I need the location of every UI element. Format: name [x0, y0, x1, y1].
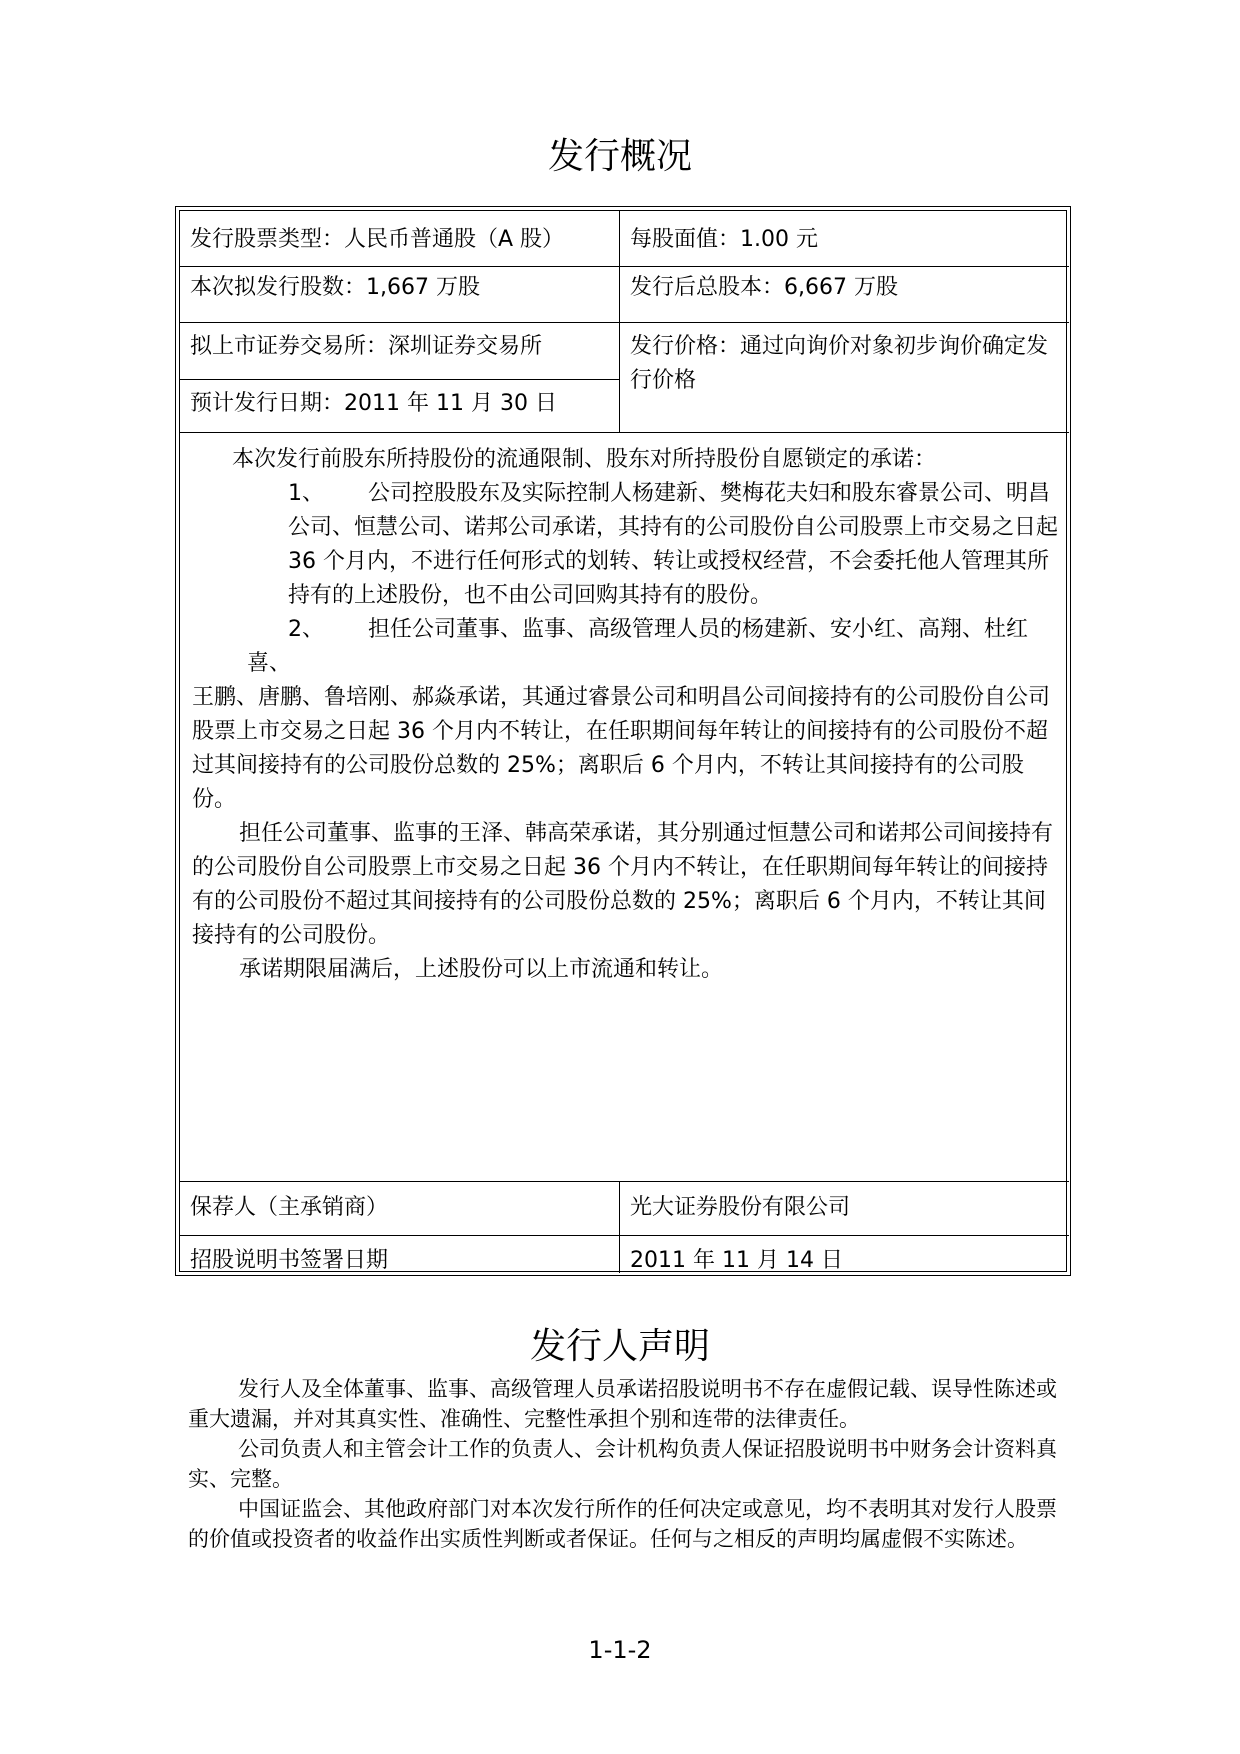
declaration-para-1: 发行人及全体董事、监事、高级管理人员承诺招股说明书不存在虚假记载、误导性陈述或重大遗漏，并对其真实性、准确性、完整性承担个别和连带的法律责任。 [188, 1377, 1057, 1431]
commitment-item-2-continued: 王鹏、唐鹏、鲁培刚、郝焱承诺，其通过睿景公司和明昌公司间接持有的公司股份自公司股票上市交易之日起 36 个月内不转让，在任职期间每年转让的间接持有的公司股份不超过其间接持有的公司股份总数的 25%；离职后 6 个月内，不转让其间接持有的公司股份。 [192, 685, 1051, 812]
commitment-item-2 [192, 613, 1066, 681]
sponsor-label: 保荐人（主承销商） [190, 1195, 389, 1220]
date-cell: 预计发行日期：2011 年 11 月 30 日 [190, 391, 557, 416]
commitment-intro: 本次发行前股东所持股份的流通限制、股东对所持股份自愿锁定的承诺： [232, 447, 937, 472]
row-divider [180, 1235, 1069, 1236]
commitment-item-1 [192, 477, 1066, 613]
issuance-table-inner [179, 210, 1067, 1272]
total-capital-cell: 发行后总股本：6,667 万股 [630, 275, 898, 300]
item-2-number: 2、 [288, 617, 324, 642]
price-cell: 发行价格：通过向询价对象初步询价确定发行价格 [630, 334, 1049, 393]
issuer-declaration [188, 1374, 1068, 1554]
row-divider [180, 379, 619, 380]
exchange-cell: 拟上市证券交易所：深圳证券交易所 [190, 334, 543, 359]
commitment-para-3: 担任公司董事、监事的王泽、韩高荣承诺，其分别通过恒慧公司和诺邦公司间接持有的公司股份自公司股票上市交易之日起 36 个月内不转让，在任职期间每年转让的间接持有的公司股份不超过其间接持有的公司股份总数的 25%；离职后 6 个月内，不转让其间接持有的公司股份。 [192, 821, 1054, 948]
shares-offered-cell: 本次拟发行股数：1,667 万股 [190, 275, 480, 300]
declaration-para-3: 中国证监会、其他政府部门对本次发行所作的任何决定或意见，均不表明其对发行人股票的价值或投资者的收益作出实质性判断或者保证。任何与之相反的声明均属虚假不实陈述。 [188, 1497, 1057, 1551]
item-1-number: 1、 [288, 481, 324, 506]
par-value-cell: 每股面值：1.00 元 [630, 227, 818, 252]
page-number: 1-1-2 [588, 1636, 652, 1664]
declaration-para-2: 公司负责人和主管会计工作的负责人、会计机构负责人保证招股说明书中财务会计资料真实、完整。 [188, 1437, 1057, 1491]
row-divider [180, 266, 1069, 267]
item-2-text: 担任公司董事、监事、高级管理人员的杨建新、安小红、高翔、杜红喜、 [247, 617, 1029, 676]
declaration-title: 发行人声明 [529, 1326, 710, 1367]
lockup-commitment [192, 443, 1066, 987]
row-divider [180, 1181, 1069, 1182]
sign-date-value: 2011 年 11 月 14 日 [630, 1248, 843, 1273]
stock-type-cell: 发行股票类型：人民币普通股（A 股） [190, 227, 565, 252]
sponsor-value: 光大证券股份有限公司 [630, 1195, 851, 1220]
row-divider [180, 432, 1069, 433]
commitment-para-4: 承诺期限届满后，上述股份可以上市流通和转让。 [239, 957, 724, 982]
row-divider [180, 322, 1069, 323]
issuance-table [175, 206, 1071, 1276]
item-1-text: 公司控股股东及实际控制人杨建新、樊梅花夫妇和股东睿景公司、明昌公司、恒慧公司、诺邦公司承诺，其持有的公司股份自公司股票上市交易之日起 36 个月内，不进行任何形式的划转、转让或授权经营，不会委托他人管理其所持有的上述股份，也不由公司回购其持有的股份。 [288, 481, 1059, 608]
sign-date-label: 招股说明书签署日期 [190, 1248, 389, 1273]
page-title: 发行概况 [547, 136, 692, 177]
